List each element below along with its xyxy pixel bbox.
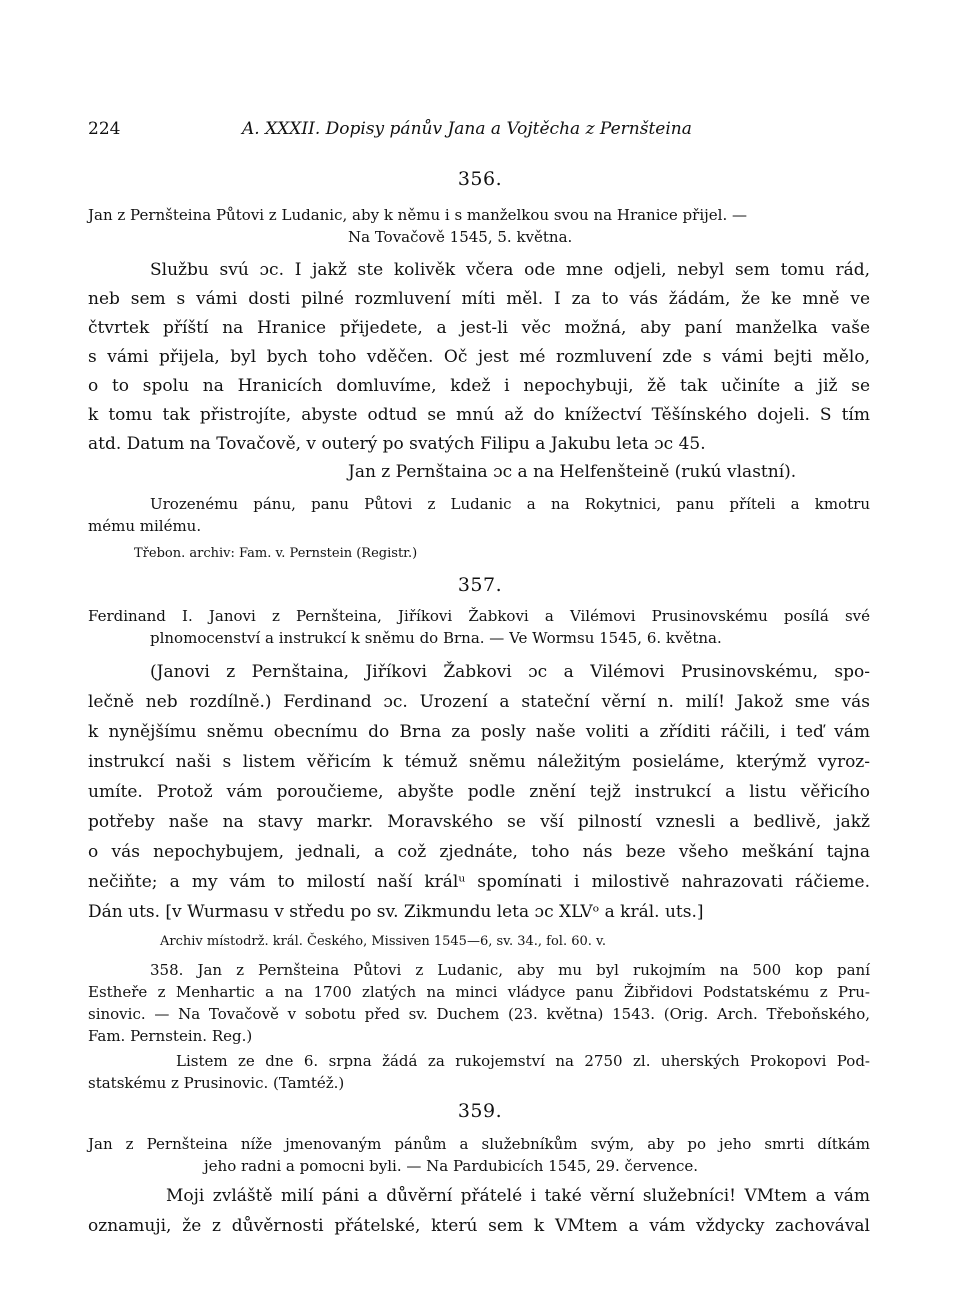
body-357-line: potřeby naše na stavy markr. Moravského se vší pilností vznesli a bedlivě, jakž	[88, 812, 870, 832]
body-357-line: nečiňte; a my vám to milostí naší králᵘ spomínati i milostivě nahrazovati ráčieme.	[88, 872, 870, 892]
entry-358-line: Fam. Pernstein. Reg.)	[88, 1027, 253, 1045]
entry-358-line: Estheře z Menhartic a na 1700 zlatých na minci vládyce panu Žibřidovi Podstatskému z Pru-	[88, 983, 870, 1001]
note-358-line: Listem ze dne 6. srpna žádá za rukojemství na 2750 zl. uherských Prokopovi Pod-	[176, 1052, 870, 1070]
summary-356-line: Na Tovačově 1545, 5. května.	[348, 228, 573, 246]
body-357-line: k nynějšímu sněmu obecnímu do Brna za posly naše voliti a zříditi ráčili, i teď vám	[88, 722, 870, 742]
summary-357-line: plnomocenství a instrukcí k sněmu do Brna. — Ve Wormsu 1545, 6. května.	[150, 629, 722, 647]
body-356-line: Službu svú ɔc. I jakž ste kolivěk včera ode mne odjeli, nebyl sem tomu rád,	[150, 260, 870, 280]
section-number-359: 359.	[457, 1100, 503, 1122]
address-356-line: Urozenému pánu, panu Půtovi z Ludanic a na Rokytnici, panu příteli a kmotru	[150, 495, 870, 513]
page-header	[88, 119, 872, 145]
body-359-line: Moji zvláště milí páni a důvěrní přátelé i také věrní služebníci! VMtem a vám	[166, 1186, 870, 1206]
summary-356-line: Jan z Pernšteina Půtovi z Ludanic, aby k němu i s manželkou svou na Hranice přijel. —	[88, 206, 747, 224]
summary-359-line: jeho radni a pomocni byli. — Na Pardubicích 1545, 29. července.	[204, 1157, 699, 1175]
body-359-line: oznamuji, že z důvěrnosti přátelské, kterú sem k VMtem a vám vždycky zachovával	[88, 1216, 870, 1236]
body-357-line: Dán uts. [v Wurmasu v středu po sv. Zikmundu leta ɔc XLVᵒ a král. uts.]	[88, 902, 704, 922]
note-358-line: statskému z Prusinovic. (Tamtéž.)	[88, 1074, 345, 1092]
entry-358-line: 358. Jan z Pernšteina Půtovi z Ludanic, aby mu byl rukojmím na 500 kop paní	[150, 961, 870, 979]
page-number: 224	[88, 119, 121, 139]
body-357-line: instrukcí naši s listem věřicím k témuž sněmu náležitým posieláme, kterýmž vyroz-	[88, 752, 870, 772]
body-357-line: o vás nepochybujem, jednali, a což zjednáte, toho nás beze všeho meškání tajna	[88, 842, 870, 862]
signature-356: Jan z Pernštaina ɔc a na Helfenšteině (rukú vlastní).	[348, 462, 797, 482]
body-356-line: neb sem s vámi dosti pilné rozmluvení míti měl. I za to vás žádám, že ke mně ve	[88, 289, 870, 309]
body-357-line: lečně neb rozdílně.) Ferdinand ɔc. Urození a stateční věrní n. milí! Jakož sme vás	[88, 692, 870, 712]
entry-358-line: sinovic. — Na Tovačově v sobotu před sv. Duchem (23. května) 1543. (Orig. Arch. Třeboňského,	[88, 1005, 870, 1023]
running-head: A. XXXII. Dopisy pánův Jana a Vojtěcha z Pernšteina	[242, 119, 692, 139]
summary-357-line: Ferdinand I. Janovi z Pernšteina, Jiříkovi Žabkovi a Vilémovi Prusinovskému posílá své	[88, 607, 870, 625]
body-356-line: s vámi přijela, byl bych toho vděčen. Oč jest mé rozmluvení zde s vámi bejti mělo,	[88, 347, 870, 367]
source-357: Archiv místodrž. král. Českého, Missiven 1545—6, sv. 34., fol. 60. v.	[160, 934, 606, 949]
address-356-line: mému milému.	[88, 517, 202, 535]
section-number-357: 357.	[457, 574, 503, 596]
body-356-line: čtvrtek příští na Hranice přijedete, a jest-li věc možná, aby paní manželka vaše	[88, 318, 870, 338]
summary-359-line: Jan z Pernšteina níže jmenovaným pánům a služebníkům svým, aby po jeho smrti dítkám	[88, 1135, 870, 1153]
body-357-line: umíte. Protož vám poroučieme, abyšte podle znění tejž instrukcí a listu věřicího	[88, 782, 870, 802]
body-357-line: (Janovi z Pernštaina, Jiříkovi Žabkovi ɔc a Vilémovi Prusinovskému, spo-	[150, 662, 870, 682]
body-356-line: o to spolu na Hranicích domluvíme, kdež i nepochybuji, žě tak učiníte a již se	[88, 376, 870, 396]
body-356-line: atd. Datum na Tovačově, v outerý po svatých Filipu a Jakubu leta ɔc 45.	[88, 434, 706, 454]
section-number-356: 356.	[457, 168, 503, 190]
source-356: Třebon. archiv: Fam. v. Pernstein (Registr.)	[134, 546, 418, 561]
body-356-line: k tomu tak přistrojíte, abyste odtud se mnú až do knížectví Těšínského dojeli. S tím	[88, 405, 870, 425]
